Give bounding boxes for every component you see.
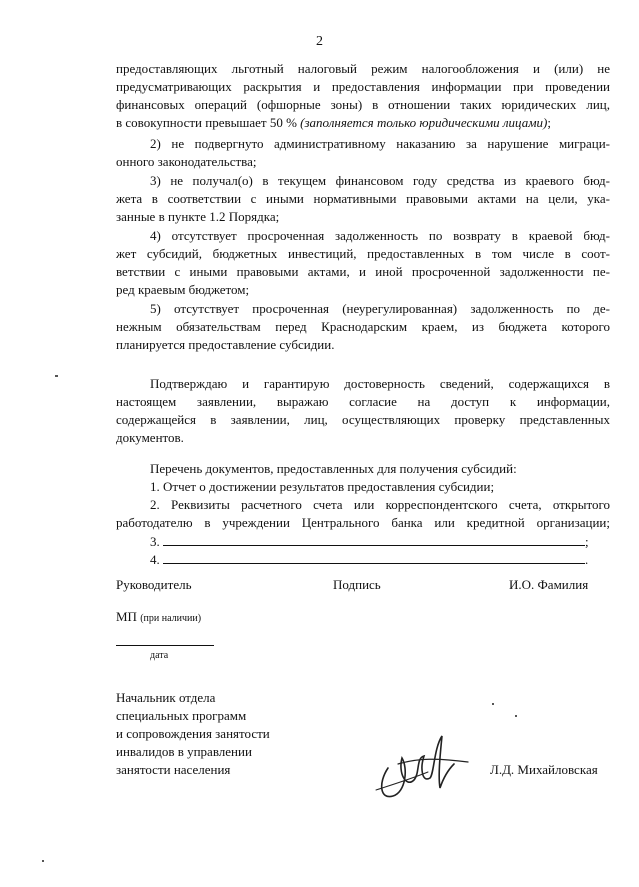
scan-speck — [55, 375, 58, 377]
condition-1-line-1: предоставляющих льготный налоговый режим налогообложения и (или) не — [116, 61, 610, 76]
approver-title-line-3: и сопровождения занятости — [116, 726, 270, 741]
full-name-label: И.О. Фамилия — [509, 577, 589, 592]
confirmation-line-1: Подтверждаю и гарантирую достоверность сведений, содержащихся в — [150, 376, 610, 391]
documents-item-2-line-1: 2. Реквизиты расчетного счета или корреспондентского счета, открытого — [150, 497, 610, 512]
confirmation-line-4: документов. — [116, 430, 184, 445]
approver-title-line-4: инвалидов в управлении — [116, 744, 252, 759]
confirmation-line-3: содержащейся в заявлении, лиц, осуществляющих проверку представленных — [116, 412, 610, 427]
condition-4-line-3: ветствии с иными правовыми актами, и иной просроченной задолженности пе- — [116, 264, 610, 279]
documents-item-4-end: . — [585, 552, 589, 567]
confirmation-line-2: настоящем заявлении, выражаю согласие на доступ к информации, — [116, 394, 610, 409]
condition-2-line-1: 2) не подвергнуто административному наказанию за нарушение миграци- — [150, 136, 610, 151]
condition-4-line-4: ред краевым бюджетом; — [116, 282, 250, 297]
documents-item-4-number: 4. — [150, 552, 160, 567]
condition-4-line-2: жет субсидий, бюджетных инвестиций, предоставленных в том числе в соот- — [116, 246, 610, 261]
condition-1-italic-note: (заполняется только юридическими лицами) — [300, 115, 548, 130]
approver-title-line-5: занятости населения — [116, 762, 231, 777]
condition-1-text: в совокупности превышает 50 % — [116, 115, 297, 130]
scan-speck — [42, 860, 44, 862]
documents-item-3-end: ; — [585, 534, 589, 549]
stamp-note: (при наличии) — [140, 613, 202, 624]
condition-4-line-1: 4) отсутствует просроченная задолженность по возврату в краевой бюд- — [150, 228, 610, 243]
approver-title-line-2: специальных программ — [116, 708, 247, 723]
condition-1-line-2: предусматривающих раскрытия и предоставления информации при проведении — [116, 79, 610, 94]
documents-item-3-blank-line — [163, 533, 585, 546]
condition-2-line-2: онного законодательства; — [116, 154, 257, 169]
signature-label: Подпись — [333, 577, 381, 592]
page-number: 2 — [316, 34, 323, 49]
condition-3-line-1: 3) не получал(о) в текущем финансовом году средства из краевого бюд- — [150, 173, 610, 188]
handwritten-signature — [368, 728, 478, 808]
condition-1-line-4 — [116, 114, 610, 132]
documents-item-1: 1. Отчет о достижении результатов предоставления субсидии; — [150, 479, 495, 494]
documents-item-2-line-2: работодателю в учреждении Центрального банка или кредитной организации; — [116, 515, 610, 530]
documents-item-4 — [150, 551, 600, 569]
scan-speck — [515, 715, 517, 717]
condition-1-end: ; — [547, 115, 551, 130]
condition-3-line-2: жета в соответствии с иными нормативными правовыми актами на цели, ука- — [116, 191, 610, 206]
condition-3-line-3: занные в пункте 1.2 Порядка; — [116, 209, 280, 224]
date-label: дата — [150, 650, 169, 661]
condition-5-line-3: планируется предоставление субсидии. — [116, 337, 335, 352]
date-blank-line — [116, 645, 214, 646]
documents-item-4-blank-line — [163, 551, 585, 564]
documents-item-3-number: 3. — [150, 534, 160, 549]
condition-5-line-1: 5) отсутствует просроченная (неурегулированная) задолженность по де- — [150, 301, 610, 316]
stamp-place — [116, 609, 201, 625]
documents-item-3 — [150, 533, 600, 551]
condition-5-line-2: нежным обязательствам перед Краснодарским краем, из бюджета которого — [116, 319, 610, 334]
head-label: Руководитель — [116, 577, 192, 592]
approver-title-line-1: Начальник отдела — [116, 690, 216, 705]
scan-speck — [492, 703, 494, 705]
approver-name: Л.Д. Михайловская — [490, 762, 598, 777]
stamp-label: МП — [116, 609, 137, 624]
condition-1-line-3: финансовых операций (офшорные зоны) в отношении таких юридических лиц, — [116, 97, 610, 112]
documents-heading: Перечень документов, предоставленных для получения субсидий: — [150, 461, 517, 476]
